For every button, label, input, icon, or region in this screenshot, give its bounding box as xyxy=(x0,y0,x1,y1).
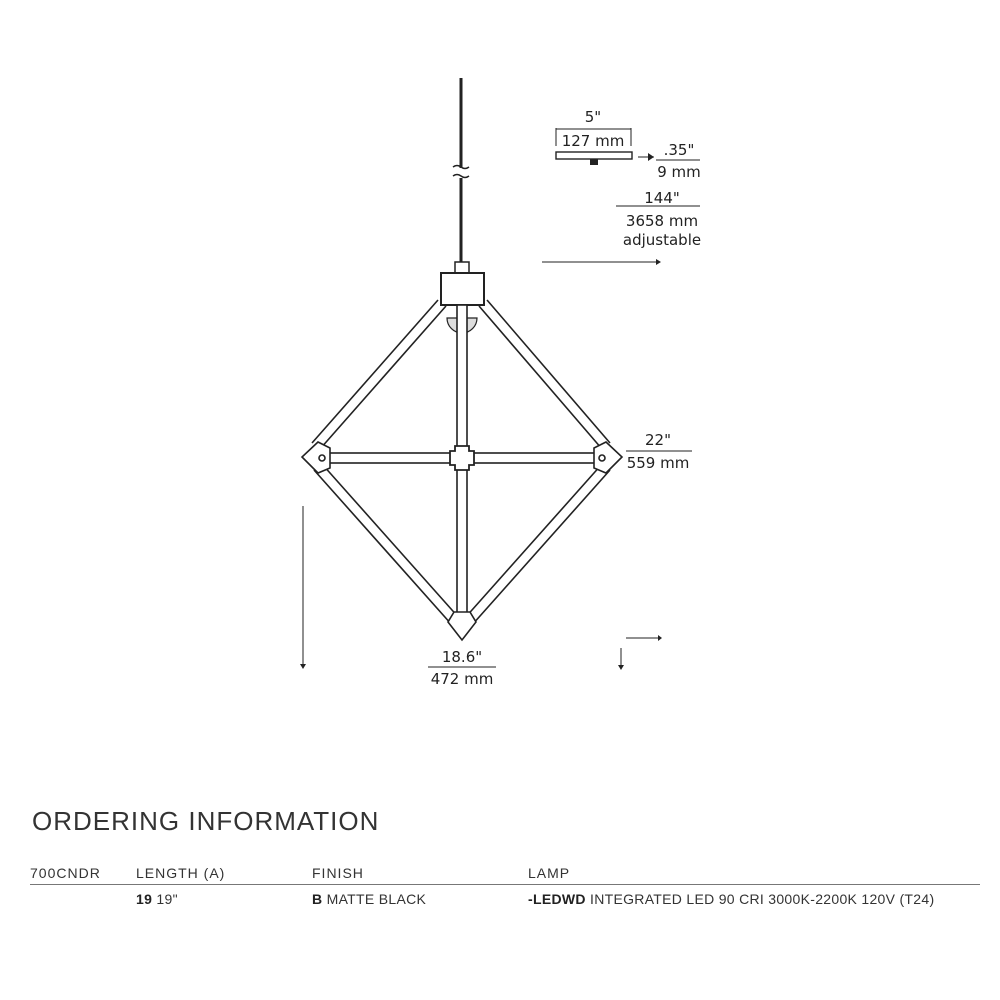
finish-header: FINISH xyxy=(312,865,364,881)
lamp-header: LAMP xyxy=(528,865,571,881)
length-header: LENGTH (A) xyxy=(136,865,226,881)
suspension-cord xyxy=(453,78,469,265)
finish-code: B xyxy=(312,891,323,907)
height-leader-left xyxy=(300,506,306,669)
model-header: 700CNDR xyxy=(30,865,101,881)
canopy-width-in: 5" xyxy=(584,108,602,126)
finish-description: MATTE BLACK xyxy=(326,891,427,907)
overall-width-in: 22" xyxy=(645,431,671,449)
cord-length-in: 144" xyxy=(644,189,680,207)
canopy-width-mm: 127 mm xyxy=(561,132,625,150)
finish-option xyxy=(312,891,426,907)
center-connector xyxy=(450,446,474,470)
length-description: 19" xyxy=(156,891,178,907)
canopy-height-in: .35" xyxy=(663,141,695,159)
bottom-width-mm: 472 mm xyxy=(430,670,494,688)
length-code: 19 xyxy=(136,891,153,907)
height-leader-right xyxy=(618,635,662,670)
ordering-option-row xyxy=(30,885,980,911)
length-option xyxy=(136,891,178,907)
cord-length-leader xyxy=(542,259,661,265)
overall-width-mm: 559 mm xyxy=(626,454,690,472)
canopy-height-mm: 9 mm xyxy=(657,163,701,181)
lamp-option xyxy=(528,891,934,907)
ordering-table xyxy=(30,862,980,911)
bottom-width-in: 18.6" xyxy=(441,648,483,666)
lamp-description: INTEGRATED LED 90 CRI 3000K-2200K 120V (T24) xyxy=(590,891,935,907)
cord-length-mm: 3658 mm xyxy=(625,212,699,230)
lamp-code: -LEDWD xyxy=(528,891,586,907)
ordering-header-row xyxy=(30,862,980,885)
cord-note: adjustable xyxy=(622,231,702,249)
ordering-information-heading: ORDERING INFORMATION xyxy=(32,806,380,836)
